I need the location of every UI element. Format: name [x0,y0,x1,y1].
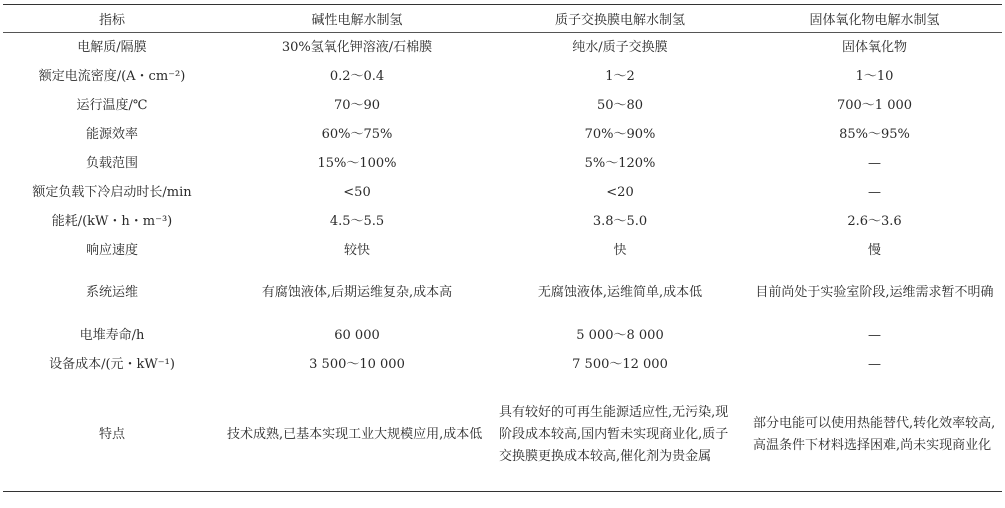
cell-soec: 700～1 000 [836,97,913,113]
cell-soec: 固体氧化物 [841,39,907,55]
table-row [3,120,1002,149]
cell-pem: 5 000～8 000 [576,327,664,343]
cell-alkaline: 较快 [343,242,370,258]
table-row [3,379,1002,492]
cell-soec: 目前尚处于实验室阶段,运维需求暂不明确 [755,285,994,300]
row-label: 特点 [3,379,221,492]
comparison-table [3,4,1002,492]
row-label: 运行温度/℃ [76,97,148,113]
row-label: 能源效率 [85,126,138,142]
cell-alkaline: 70～90 [333,97,381,113]
table-row [3,207,1002,236]
cell-pem: 具有较好的可再生能源适应性,无污染,现阶段成本较高,国内暂未实现商业化,质子交换膜更换成本较高,催化剂为贵金属 [493,379,747,492]
table-row [3,91,1002,120]
cell-alkaline: 技术成熟,已基本实现工业大规模应用,成本低 [221,379,493,492]
cell-alkaline: 60 000 [334,327,380,343]
cell-alkaline: 3 500～10 000 [309,356,405,372]
cell-pem: 5%～120% [584,155,656,171]
header-alkaline: 碱性电解水制氢 [221,5,493,33]
header-soec: 固体氧化物电解水制氢 [747,5,1002,33]
cell-pem: 快 [613,242,627,258]
cell-pem: 纯水/质子交换膜 [572,39,668,55]
row-label: 电堆寿命/h [79,327,145,343]
cell-pem: <20 [606,184,634,200]
row-label: 电解质/隔膜 [77,39,147,55]
cell-soec: 慢 [867,242,881,258]
cell-soec: — [868,356,881,372]
cell-soec: 部分电能可以使用热能替代,转化效率较高,高温条件下材料选择困难,尚未实现商业化 [747,379,1002,492]
table-row [3,236,1002,265]
row-label: 能耗/(kW・h・m⁻³) [51,213,173,229]
row-label: 额定电流密度/(A・cm⁻²) [38,68,186,84]
table-row [3,265,1002,321]
table-row [3,350,1002,379]
cell-pem: 无腐蚀液体,运维简单,成本低 [537,285,703,300]
row-label: 设备成本/(元・kW⁻¹) [49,356,175,372]
table-row [3,149,1002,178]
cell-pem: 7 500～12 000 [572,356,668,372]
cell-alkaline: 0.2～0.4 [329,68,385,84]
table-header-row [3,5,1002,33]
cell-soec: 85%～95% [839,126,910,142]
cell-soec: — [868,184,881,200]
row-label: 额定负载下冷启动时长/min [32,184,192,200]
cell-pem: 70%～90% [584,126,656,142]
cell-alkaline: 30%氢氧化钾溶液/石棉膜 [281,39,433,55]
cell-pem: 1～2 [605,68,635,84]
table-row [3,321,1002,350]
table-row [3,33,1002,63]
cell-alkaline: 15%～100% [317,155,397,171]
cell-soec: 2.6～3.6 [847,213,902,229]
cell-alkaline: 有腐蚀液体,后期运维复杂,成本高 [261,285,453,300]
cell-alkaline: <50 [343,184,371,200]
cell-soec: 1～10 [855,68,894,84]
row-label: 系统运维 [85,285,138,300]
header-indicator: 指标 [3,5,221,33]
header-pem: 质子交换膜电解水制氢 [493,5,747,33]
cell-soec: — [868,327,881,343]
cell-alkaline: 4.5～5.5 [329,213,385,229]
table-row [3,62,1002,91]
cell-pem: 3.8～5.0 [592,213,648,229]
row-label: 负载范围 [85,155,138,171]
cell-soec: — [868,155,881,171]
cell-alkaline: 60%～75% [321,126,393,142]
row-label: 响应速度 [85,242,138,258]
table-row [3,178,1002,207]
cell-pem: 50～80 [596,97,644,113]
